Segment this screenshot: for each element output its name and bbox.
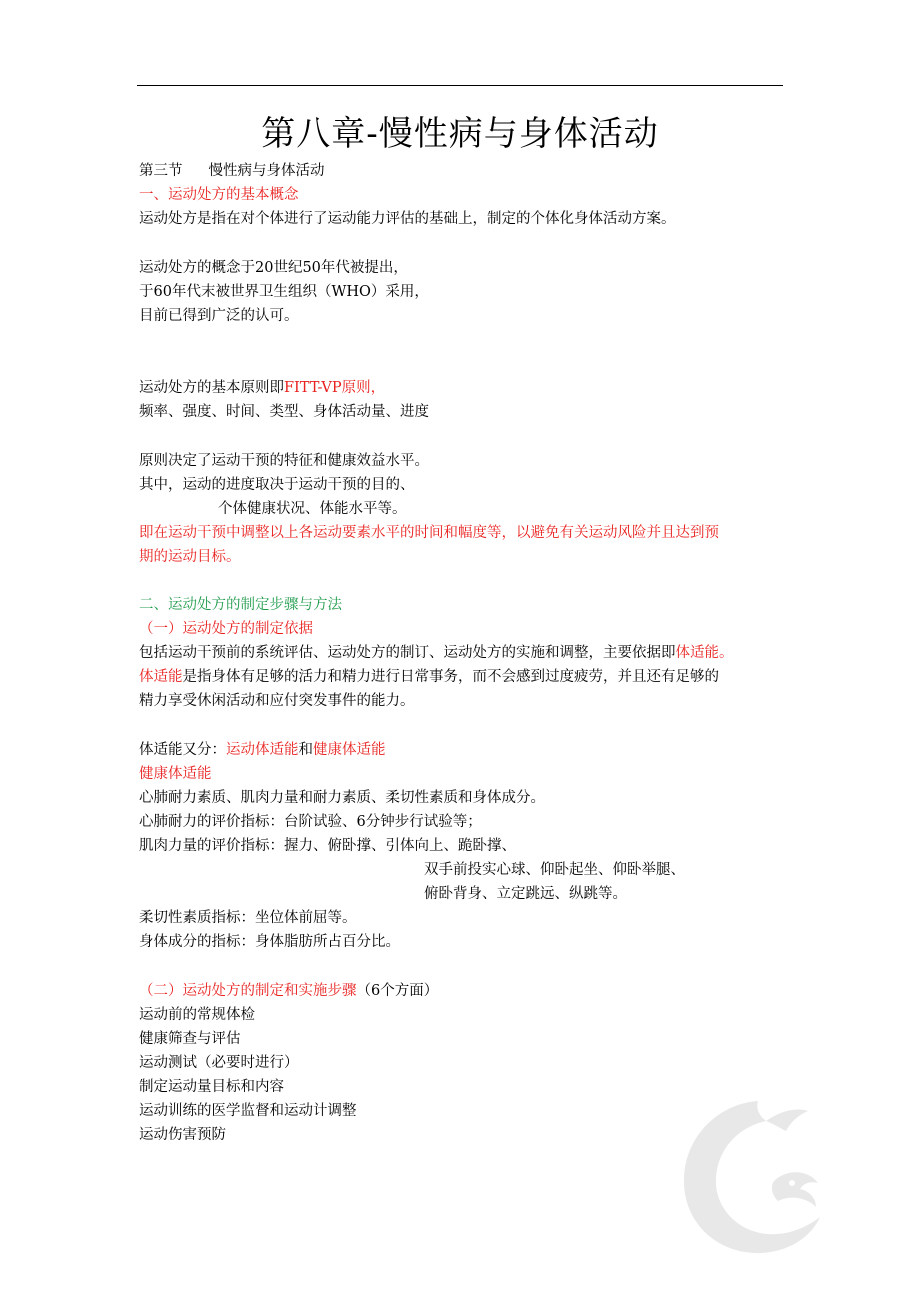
section-name: 慢性病与身体活动 (208, 163, 325, 179)
step-item: 运动前的常规体检 (139, 1007, 255, 1023)
conjunction-text: 和 (298, 742, 313, 758)
flexibility-indicators: 柔切性素质指标：坐位体前屈等。 (139, 910, 357, 926)
paragraph-principle-items: 频率、强度、时间、类型、身体活动量、进度 (139, 404, 429, 420)
paragraph-basis-2 (139, 666, 719, 688)
basis-text: 包括运动干预前的系统评估、运动处方的制订、运动处方的实施和调整，主要依据即 (139, 645, 676, 661)
health-fitness-components: 心肺耐力素质、肌肉力量和耐力素质、柔切性素质和身体成分。 (139, 790, 545, 806)
fitness-types-text: 体适能又分： (139, 742, 226, 758)
paragraph-fitness-types (139, 739, 386, 761)
fitness-term: 体适能 (139, 669, 183, 685)
paragraph-effect-3: 个体健康状况、体能水平等。 (218, 501, 407, 517)
section-label: 第三节 (139, 163, 183, 179)
heading-basic-concept: 一、运动处方的基本概念 (139, 187, 299, 203)
principle-highlight: FITT-VP原则， (284, 380, 386, 396)
step-item: 制定运动量目标和内容 (139, 1079, 284, 1095)
dolphin-logo-icon (662, 1085, 842, 1265)
implementation-count: （6个方面） (356, 983, 439, 999)
muscle-indicators-1: 肌肉力量的评价指标：握力、俯卧撑、引体向上、跪卧撑、 (139, 838, 516, 854)
paragraph-effect-5: 期的运动目标。 (139, 549, 241, 565)
paragraph-effect-2: 其中，运动的进度取决于运动干预的目的、 (139, 477, 415, 493)
step-item: 运动测试（必要时进行） (139, 1055, 299, 1071)
header-rule (137, 85, 783, 86)
heading-steps-methods: 二、运动处方的制定步骤与方法 (139, 597, 342, 613)
paragraph-definition: 运动处方是指在对个体进行了运动能力评估的基础上，制定的个体化身体活动方案。 (139, 211, 676, 227)
sport-fitness-term: 运动体适能 (226, 742, 299, 758)
basis-highlight: 体适能。 (675, 645, 734, 661)
paragraph-effect-4: 即在运动干预中调整以上各运动要素水平的时间和幅度等，以避免有关运动风险并且达到预 (139, 525, 719, 541)
cardio-indicators: 心肺耐力的评价指标：台阶试验、6分钟步行试验等； (139, 814, 482, 830)
paragraph-basis-1 (139, 642, 734, 664)
health-fitness-term: 健康体适能 (313, 742, 386, 758)
subheading-implementation (139, 980, 438, 1002)
body-composition-indicators: 身体成分的指标：身体脂肪所占百分比。 (139, 934, 400, 950)
paragraph-history-3: 目前已得到广泛的认可。 (139, 308, 299, 324)
muscle-indicators-3: 俯卧背身、立定跳远、纵跳等。 (424, 886, 627, 902)
paragraph-history-2: 于60年代末被世界卫生组织（WHO）采用， (139, 284, 429, 300)
paragraph-basis-3: 精力享受休闲活动和应付突发事件的能力。 (139, 693, 415, 709)
principle-text: 运动处方的基本原则即 (139, 380, 284, 396)
paragraph-principle (139, 377, 385, 399)
step-item: 运动伤害预防 (139, 1127, 226, 1143)
health-fitness-heading: 健康体适能 (139, 766, 212, 782)
paragraph-effect-1: 原则决定了运动干预的特征和健康效益水平。 (139, 453, 429, 469)
subheading-basis: （一）运动处方的制定依据 (139, 621, 313, 637)
step-item: 运动训练的医学监督和运动计调整 (139, 1103, 357, 1119)
step-item: 健康筛查与评估 (139, 1031, 241, 1047)
chapter-title: 第八章-慢性病与身体活动 (261, 114, 659, 154)
fitness-definition: 是指身体有足够的活力和精力进行日常事务，而不会感到过度疲劳，并且还有足够的 (182, 669, 719, 685)
section-heading (139, 160, 325, 182)
paragraph-history-1: 运动处方的概念于20世纪50年代被提出， (139, 260, 408, 276)
muscle-indicators-2: 双手前投实心球、仰卧起坐、仰卧举腿、 (424, 862, 685, 878)
implementation-heading: （二）运动处方的制定和实施步骤 (139, 983, 357, 999)
